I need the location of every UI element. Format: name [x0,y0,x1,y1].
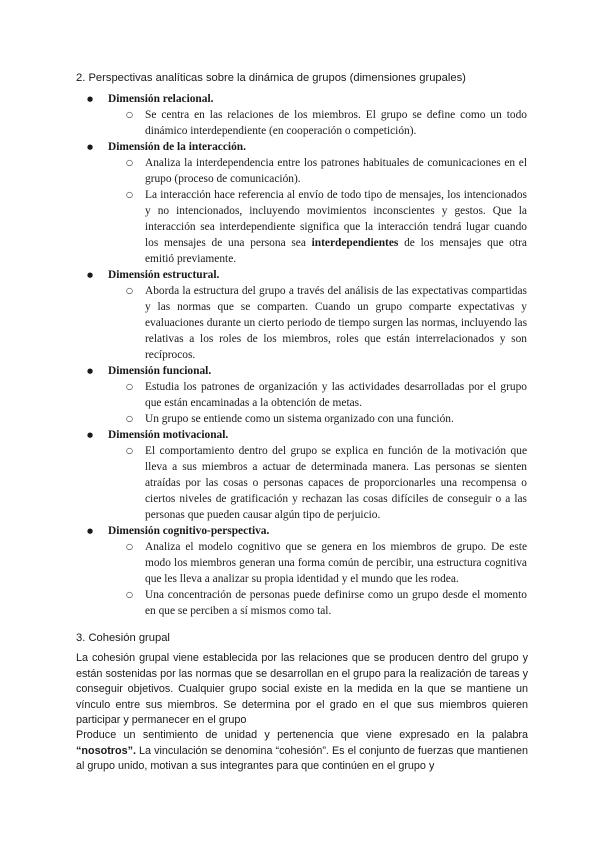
sub-item-text: La interacción hace referencia al envío de todo tipo de mensajes, los intencionados y no intencionados, incluyendo movimientos inconscientes y gestos. Que la interacción sea interdependiente significa que la interacción tendrá lugar cuando los mensajes de una persona sea [145,189,527,249]
sub-item-text: Se centra en las relaciones de los miembros. El grupo se define como un todo dinámico interdependiente (en cooperación o competición). [145,109,527,137]
bullet-icon: ● [87,527,94,535]
dimension-funcional [0,363,600,427]
circle-bullet-icon: ○ [126,542,133,551]
dimension-title-text: Dimensión de la interacción. [108,141,246,153]
dimension-title [87,363,600,379]
circle-bullet-icon: ○ [126,190,133,199]
sub-item-text: Analiza el modelo cognitivo que se genera en los miembros de grupo. De este modo los miembros generan una forma común de percibir, una estructura cognitiva que les lleva a analizar su propia identidad y el mundo que les rodea. [145,541,527,585]
bullet-icon: ● [87,271,94,279]
section-2-heading: 2. Perspectivas analíticas sobre la dinámica de grupos (dimensiones grupales) [76,72,466,84]
dimension-title [87,523,600,539]
paragraph-text-after: La vinculación se denomina “cohesión”. Es el conjunto de fuerzas que mantienen al grupo unido, motivan a sus integrantes para que continúen en el grupo y [76,744,528,773]
sub-item-text: Estudia los patrones de organización y las actividades desarrolladas por el grupo que están encaminadas a la obtención de metas. [145,381,527,409]
paragraph-bold-text: “nosotros”. [76,744,136,757]
circle-bullet-icon: ○ [126,286,133,295]
dimension-interaccion [0,139,600,267]
dimension-estructural [0,267,600,363]
sub-item [126,411,527,427]
sub-item-text: Un grupo se entiende como un sistema organizado con una función. [145,413,454,425]
sub-item [126,283,527,363]
dimension-title-text: Dimensión funcional. [108,365,212,377]
sub-item-text: Una concentración de personas puede definirse como un grupo desde el momento en que se perciben a sí mismos como tal. [145,589,527,617]
circle-bullet-icon: ○ [126,446,133,455]
cohesion-paragraph-2 [76,728,528,838]
dimension-relacional [0,91,600,139]
bullet-icon: ● [87,431,94,439]
sub-item-text: Aborda la estructura del grupo a través del análisis de las expectativas compartidas y las normas que se comparten. Cuando un grupo comparte expectativas y evaluaciones durante un cierto periodo de tiempo surgen las normas, incluyendo las relativas a los roles de los miembros, roles que están interrelacionados y son recíprocos. [145,285,527,361]
bullet-icon: ● [87,367,94,375]
bullet-icon: ● [87,95,94,103]
sub-item-bold-text: interdependientes [311,237,399,249]
circle-bullet-icon: ○ [126,590,133,599]
sub-item-text: Analiza la interdependencia entre los patrones habituales de comunicaciones en el grupo (proceso de comunicación). [145,157,527,185]
sub-item [126,187,527,267]
sub-item [126,155,527,187]
sub-item-text-after: de los mensajes que otra emitió previamente. [145,237,527,265]
section-3-heading: 3. Cohesión grupal [76,632,170,644]
dimension-title-text: Dimensión motivacional. [108,429,229,441]
sub-item [126,539,527,587]
dimension-motivacional [0,427,600,523]
dimension-title-text: Dimensión cognitivo-perspectiva. [108,525,270,537]
bullet-icon: ● [87,143,94,151]
dimensions-list [0,91,600,619]
paragraph-text: Produce un sentimiento de unidad y pertenencia que viene expresado en la palabra [76,729,528,741]
sub-item-text: El comportamiento dentro del grupo se explica en función de la motivación que lleva a sus miembros a actuar de determinada manera. Las personas se sienten atraídas por las cosas o personas capaces de proporcionarles una recompensa o ciertos niveles de gratificación y rechazan las cosas difíciles de conseguir o a las personas que pueden causar algún tipo de perjuicio. [145,445,527,521]
sub-item [126,587,527,619]
circle-bullet-icon: ○ [126,382,133,391]
dimension-title [87,91,600,107]
dimension-title [87,139,600,155]
dimension-title-text: Dimensión relacional. [108,93,214,105]
dimension-cognitivo-perspectiva [0,523,600,619]
dimension-title [87,267,600,283]
circle-bullet-icon: ○ [126,110,133,119]
sub-item [126,443,527,523]
circle-bullet-icon: ○ [126,158,133,167]
cohesion-paragraph-1: La cohesión grupal viene establecida por las relaciones que se producen dentro del grupo y están sostenidas por las normas que se desarrollan en el grupo para la realización de tareas y conseguir objetivos. Cualquier grupo social existe en la medida en la que se mantiene un vínculo entre sus miembros. Se determina por el grado en el que sus miembros quieren participar y permanecer en el grupo [76,652,528,727]
sub-item [126,379,527,411]
dimension-title-text: Dimensión estructural. [108,269,220,281]
sub-item [126,107,527,139]
dimension-title [87,427,600,443]
circle-bullet-icon: ○ [126,414,133,423]
